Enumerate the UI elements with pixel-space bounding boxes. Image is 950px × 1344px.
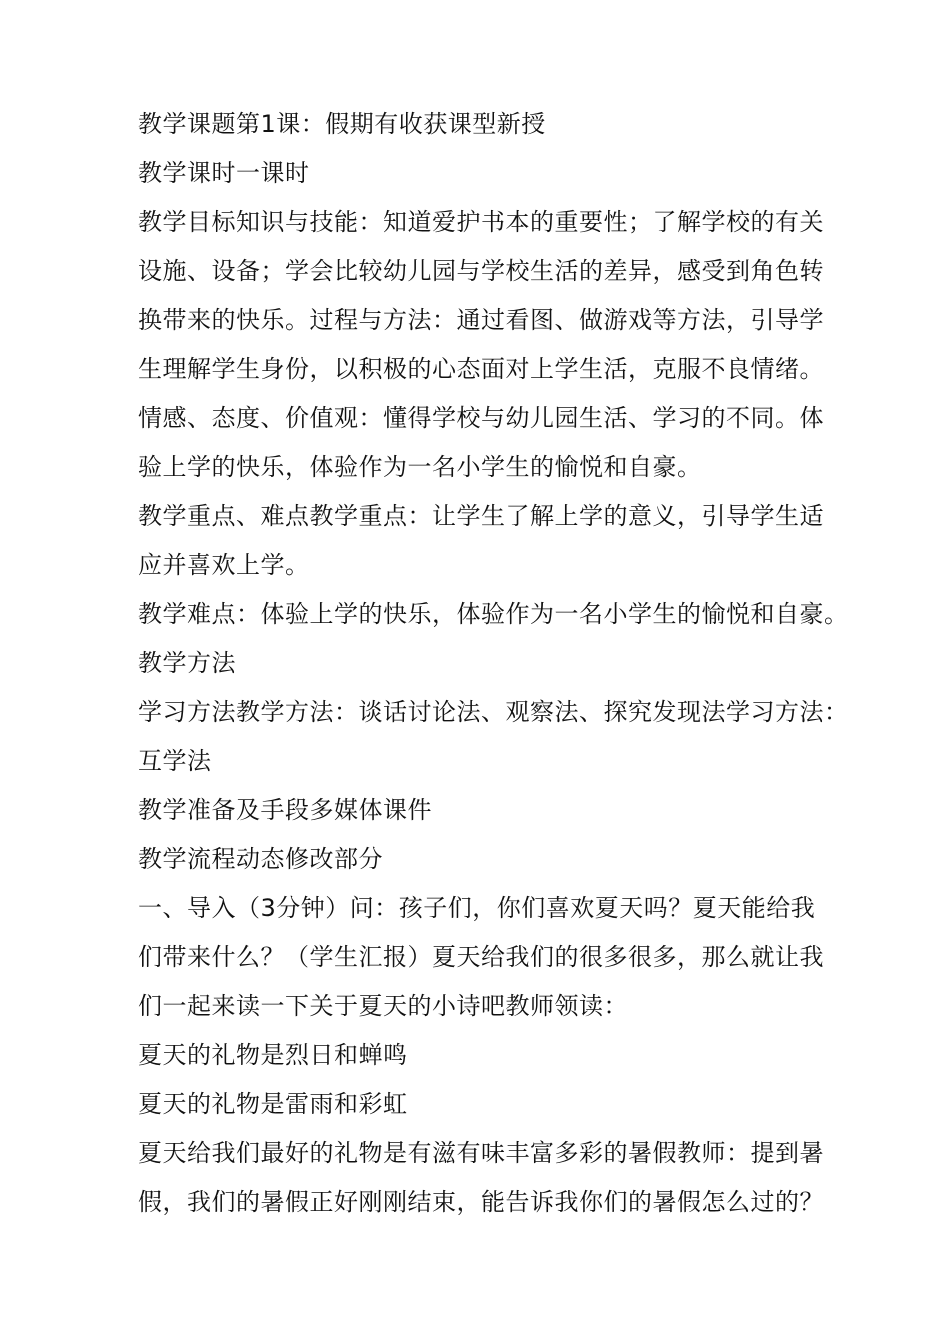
teacher-line-2: 假，我们的暑假正好刚刚结束，能告诉我你们的暑假怎么过的？ bbox=[138, 1188, 824, 1216]
objectives-line-3: 换带来的快乐。过程与方法：通过看图、做游戏等方法，引导学 bbox=[138, 306, 824, 334]
intro-line-3: 们一起来读一下关于夏天的小诗吧教师领读： bbox=[138, 992, 628, 1020]
process-heading: 教学流程动态修改部分 bbox=[138, 845, 383, 873]
objectives-line-1: 教学目标知识与技能：知道爱护书本的重要性；了解学校的有关 bbox=[138, 208, 824, 236]
methods-heading: 教学方法 bbox=[138, 649, 236, 677]
values-line-1: 情感、态度、价值观：懂得学校与幼儿园生活、学习的不同。体 bbox=[138, 404, 824, 432]
intro-line-1: 一、导入（3分钟）问：孩子们，你们喜欢夏天吗？夏天能给我 bbox=[138, 894, 816, 922]
poem-line-1: 夏天的礼物是烈日和蝉鸣 bbox=[138, 1041, 408, 1069]
preparation-line: 教学准备及手段多媒体课件 bbox=[138, 796, 432, 824]
lesson-hours-line: 教学课时一课时 bbox=[138, 159, 310, 187]
lesson-title-line: 教学课题第1课：假期有收获课型新授 bbox=[138, 110, 546, 138]
poem-line-2: 夏天的礼物是雷雨和彩虹 bbox=[138, 1090, 408, 1118]
difficulties-line: 教学难点：体验上学的快乐，体验作为一名小学生的愉悦和自豪。 bbox=[138, 600, 849, 628]
document-body bbox=[138, 100, 850, 1227]
objectives-line-4: 生理解学生身份，以积极的心态面对上学生活，克服不良情绪。 bbox=[138, 355, 824, 383]
intro-line-2: 们带来什么？（学生汇报）夏天给我们的很多很多，那么就让我 bbox=[138, 943, 824, 971]
key-points-line-2: 应并喜欢上学。 bbox=[138, 551, 310, 579]
objectives-line-2: 设施、设备；学会比较幼儿园与学校生活的差异，感受到角色转 bbox=[138, 257, 824, 285]
values-line-2: 验上学的快乐，体验作为一名小学生的愉悦和自豪。 bbox=[138, 453, 702, 481]
methods-line-2: 互学法 bbox=[138, 747, 212, 775]
key-points-line-1: 教学重点、难点教学重点：让学生了解上学的意义，引导学生适 bbox=[138, 502, 824, 530]
teacher-line-1: 夏天给我们最好的礼物是有滋有味丰富多彩的暑假教师：提到暑 bbox=[138, 1139, 824, 1167]
methods-line-1: 学习方法教学方法：谈话讨论法、观察法、探究发现法学习方法： bbox=[138, 698, 849, 726]
